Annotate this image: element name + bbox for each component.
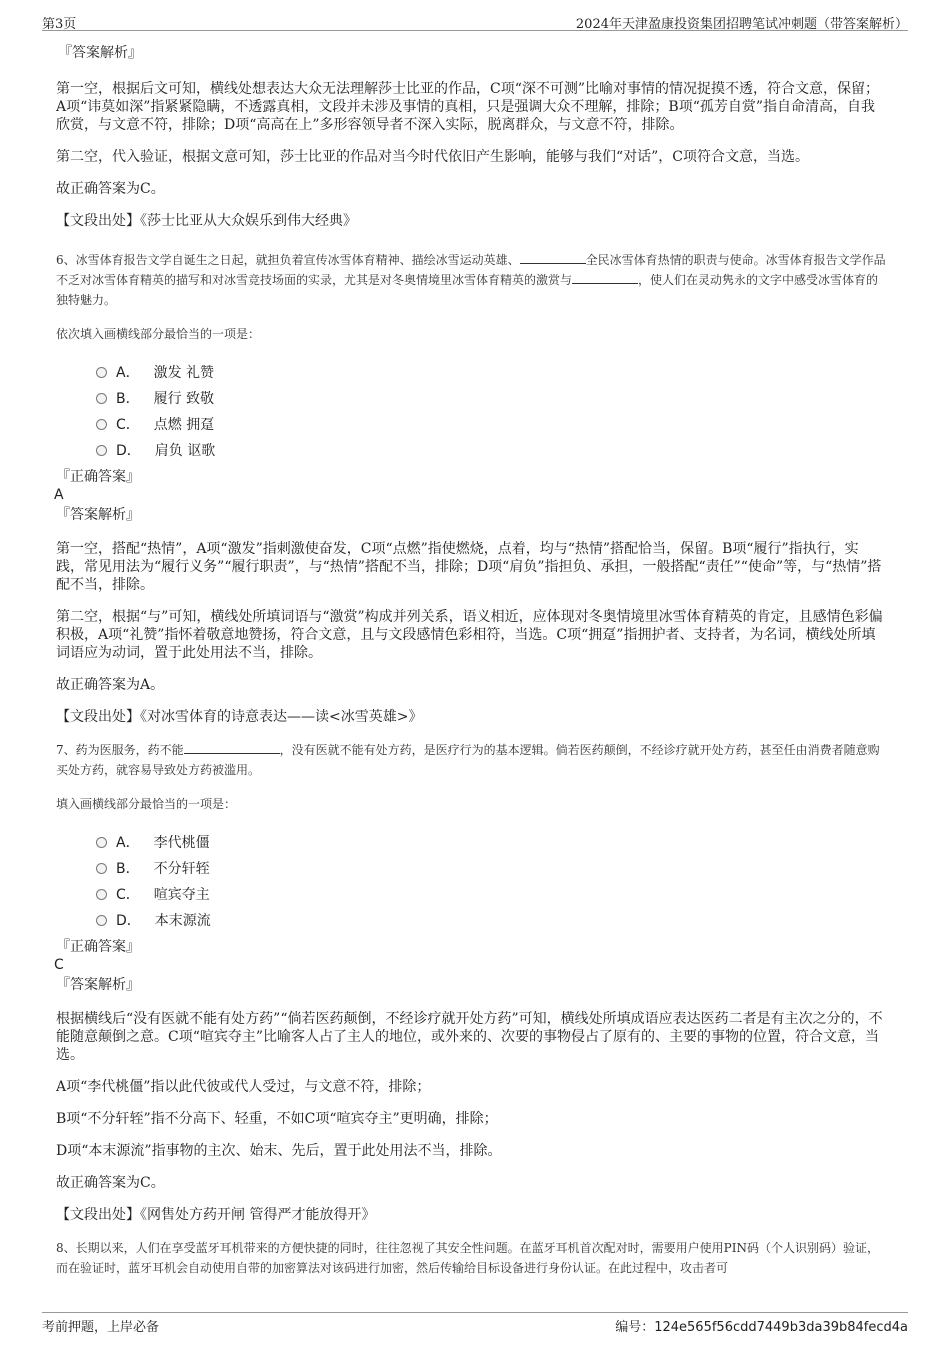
q7-correct-answer: C — [54, 957, 64, 973]
q5-conclusion: 故正确答案为C。 — [56, 181, 165, 197]
blank-2 — [572, 271, 638, 284]
q6-option-b[interactable]: B． 履行 致敬 — [96, 386, 886, 412]
q6-option-a[interactable]: A． 激发 礼赞 — [96, 360, 886, 386]
q7-option-c[interactable]: C． 喧宾夺主 — [96, 882, 886, 908]
q7-analysis-p1: 根据横线后“没有医就不能有处方药”“倘若医药颠倒，不经诊疗就开处方药”可知，横线处所填成语应表达医药二者是有主次之分的，不能随意颠倒之意。C项“喧宾夺主”比喻客人占了主人的地位，或外来的、次要的事物侵占了原有的、主要的事物的位置，符合文意，当选。 — [56, 1011, 883, 1063]
q6-option-d[interactable]: D． 肩负 讴歌 — [96, 438, 886, 464]
footer-slogan: 考前押题，上岸必备 — [42, 1320, 160, 1335]
q8-stem: 8、长期以来，人们在享受蓝牙耳机带来的方便快捷的同时，往往忽视了其安全性问题。在蓝牙耳机首次配对时，需要用户使用PIN码（个人识别码）验证，而在验证时，蓝牙耳机会自动使用自带的加密算法对该码进行加密，然后传输给目标设备进行身份认证。在此过程中，攻击者可 — [56, 1241, 879, 1275]
q7-option-d[interactable]: D． 本末源流 — [96, 908, 886, 934]
page-number: 第3页 — [42, 17, 77, 32]
radio-button[interactable] — [96, 837, 107, 848]
q6-analysis-p1: 第一空，搭配“热情”，A项“激发”指刺激使奋发，C项“点燃”指使燃烧，点着，均与“热情”搭配恰当，保留。B项“履行”指执行，实践，常见用法为“履行义务”“履行职责”，与“热情”搭配不当，排除；D项“肩负”指担负、承担，一般搭配“责任”“使命”等，与“热情”搭配不当，排除。 — [56, 541, 882, 593]
q7-correct-label: 『正确答案』 — [56, 939, 140, 955]
page-header — [42, 10, 908, 31]
blank-1 — [520, 251, 586, 264]
radio-button[interactable] — [96, 863, 107, 874]
radio-button[interactable] — [96, 419, 107, 430]
q7-analysis-p4: D项“本末源流”指事物的主次、始末、先后，置于此处用法不当，排除。 — [56, 1143, 502, 1159]
page-content — [56, 44, 886, 1278]
q6-stem: 6、冰雪体育报告文学自诞生之日起，就担负着宣传冰雪体育精神、描绘冰雪运动英雄、 全民冰雪体育热情的职责与使命。冰雪体育报告文学作品不乏对冰雪体育精英的描写和对冰雪竞技场面的实录，尤其是对冬奥情境里冰雪体育精英的激赏与 ，使人们在灵动隽永的文字中感受冰雪体育的独特魅力。 — [56, 253, 886, 307]
q7-stem: 7、药为医服务，药不能 ，没有医就不能有处方药，是医疗行为的基本逻辑。倘若医药颠倒，不经诊疗就开处方药，甚至任由消费者随意购买处方药，就容易导致处方药被滥用。 — [56, 743, 880, 777]
q5-analysis-p2: 第二空，代入验证，根据文意可知，莎士比亚的作品对当今时代依旧产生影响，能够与我们“对话”，C项符合文意，当选。 — [56, 149, 810, 165]
q5-source: 【文段出处】《莎士比亚从大众娱乐到伟大经典》 — [56, 213, 357, 229]
blank-1 — [184, 741, 280, 754]
radio-button[interactable] — [96, 445, 107, 456]
q6-source: 【文段出处】《对冰雪体育的诗意表达——读<冰雪英雄>》 — [56, 709, 423, 725]
radio-button[interactable] — [96, 889, 107, 900]
q7-analysis-p3: B项“不分轩轾”指不分高下、轻重，不如C项“喧宾夺主”更明确，排除； — [56, 1111, 498, 1127]
q6-prompt: 依次填入画横线部分最恰当的一项是： — [56, 327, 261, 341]
q7-option-b[interactable]: B． 不分轩轾 — [96, 856, 886, 882]
q6-correct-answer: A — [54, 487, 64, 503]
q6-analysis-label: 『答案解析』 — [56, 507, 140, 523]
q5-analysis-p1: 第一空，根据后文可知，横线处想表达大众无法理解莎士比亚的作品，C项“深不可测”比喻对事情的情况捉摸不透，符合文意，保留；A项“讳莫如深”指紧紧隐瞒，不透露真相，文段并未涉及事情的真相，只是强调大众不理解，排除；B项“孤芳自赏”指自命清高，自我欣赏，与文意不符，排除；D项“高高在上”多形容领导者不深入实际，脱离群众，与文意不符，排除。 — [56, 81, 880, 133]
document-title: 2024年天津盈康投资集团招聘笔试冲刺题（带答案解析） — [575, 17, 908, 32]
q7-source: 【文段出处】《网售处方药开闸 管得严才能放得开》 — [56, 1207, 376, 1223]
radio-button[interactable] — [96, 915, 107, 926]
q5-analysis-label: 『答案解析』 — [58, 45, 142, 61]
q6-analysis-p2: 第二空，根据“与”可知，横线处所填词语与“激赏”构成并列关系，语义相近，应体现对冬奥情境里冰雪体育精英的肯定，且感情色彩偏积极，A项“礼赞”指怀着敬意地赞扬，符合文意，且与文段感情色彩相符，当选。C项“拥趸”指拥护者、支持者，为名词，横线处所填词语应为动词，置于此处用法不当，排除。 — [56, 609, 883, 661]
q7-conclusion: 故正确答案为C。 — [56, 1175, 165, 1191]
q6-conclusion: 故正确答案为A。 — [56, 677, 165, 693]
q7-prompt: 填入画横线部分最恰当的一项是： — [56, 797, 237, 811]
q7-analysis-label: 『答案解析』 — [56, 977, 140, 993]
q7-analysis-p2: A项“李代桃僵”指以此代彼或代人受过，与文意不符，排除； — [56, 1079, 431, 1095]
radio-button[interactable] — [96, 393, 107, 404]
q6-correct-label: 『正确答案』 — [56, 469, 140, 485]
document-code: 编号：124e565f56cdd7449b3da39b84fecd4a — [615, 1320, 908, 1335]
page-footer — [42, 1312, 908, 1335]
q6-option-c[interactable]: C． 点燃 拥趸 — [96, 412, 886, 438]
radio-button[interactable] — [96, 367, 107, 378]
q7-option-a[interactable]: A． 李代桃僵 — [96, 830, 886, 856]
